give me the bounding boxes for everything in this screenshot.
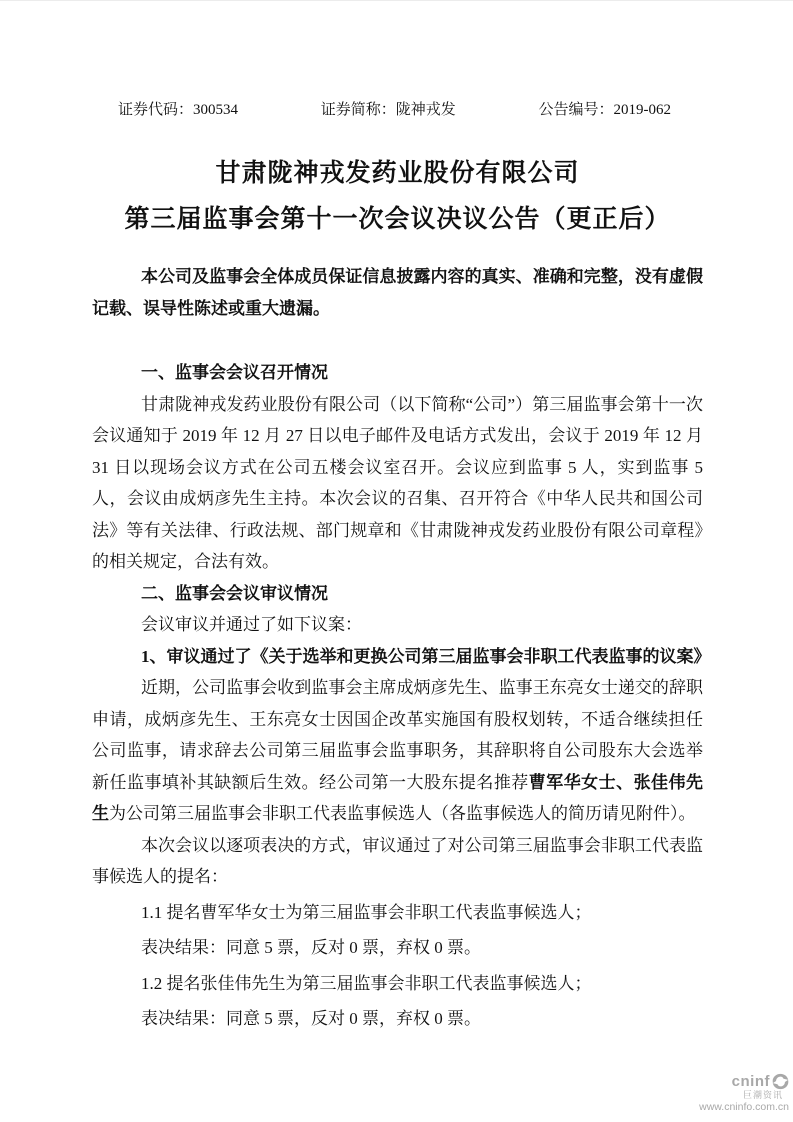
announcement-number: 公告编号：2019-062: [538, 102, 671, 118]
vote-method-paragraph: 本次会议以逐项表决的方式，审议通过了对公司第三届监事会非职工代表监事候选人的提名：: [92, 835, 703, 886]
announcement-subtitle-line: 第三届监事会第十一次会议决议公告（更正后）: [124, 206, 671, 233]
stock-abbreviation: 证券简称：陇神戎发: [320, 102, 456, 118]
resolution1-text-before: 近期，公司监事会收到监事会主席成炳彦先生、监事王东亮女士递交的辞职申请，成炳彦先生、王东亮女士因国企改革实施国有股权划转，不适合继续担任公司监事，请求辞去公司第三届监事会监事职务，其辞职将自公司股东大会选举新任监事填补其缺额后生效。经公司第一大股东提名推荐: [92, 678, 703, 792]
section1-paragraph: 甘肃陇神戎发药业股份有限公司（以下简称“公司”）第三届监事会第十一次会议通知于 2019 年 12 月 27 日以电子邮件及电话方式发出，会议于 2019 年 12 月 31 日以现场会议方式在公司五楼会议室召开。会议应到监事 5 人，实到监事 5 人，会议由成炳彦先生主持。本次会议的召集、召开符合《中华人民共和国公司法》等有关法律、行政法规、部门规章和《甘肃陇神戎发药业股份有限公司章程》的相关规定，合法有效。: [92, 394, 703, 571]
vote-result-line-2: 表决结果：同意 5 票，反对 0 票，弃权 0 票。: [141, 1009, 481, 1028]
resolution1-paragraph: [92, 672, 703, 830]
vote-result-line-1: 表决结果：同意 5 票，反对 0 票，弃权 0 票。: [141, 938, 481, 957]
section2-heading: 二、监事会会议审议情况: [141, 583, 328, 603]
resolution1-heading: 1、审议通过了《关于选举和更换公司第三届监事会非职工代表监事的议案》: [141, 646, 711, 666]
cninfo-watermark: [699, 1073, 789, 1114]
cninfo-logo-text: cninf: [731, 1072, 770, 1090]
nomination-line-2: 1.2 提名张佳伟先生为第三届监事会非职工代表监事候选人；: [141, 973, 592, 993]
cninfo-website-url: www.cninfo.com.cn: [699, 1101, 789, 1113]
cninfo-chinese-name: 巨潮资讯: [742, 1090, 783, 1100]
section1-heading: 一、监事会会议召开情况: [141, 363, 328, 382]
section2-intro: 会议审议并通过了如下议案：: [141, 615, 362, 634]
securities-header-row: [92, 100, 703, 120]
resolution1-text-after: 为公司第三届监事会非职工代表监事候选人（各监事候选人的简历请见附件）。: [109, 804, 696, 823]
document-body: [0, 1, 793, 1035]
stock-code: 证券代码：300534: [118, 102, 239, 118]
nominee-names-bold: 曹军华女士、张佳伟先生: [92, 772, 704, 823]
cninfo-swirl-icon: [772, 1073, 789, 1090]
document-title: [92, 151, 703, 243]
nomination-line-1: 1.1 提名曹军华女士为第三届监事会非职工代表监事候选人；: [141, 902, 592, 922]
disclaimer-paragraph: 本公司及监事会全体成员保证信息披露内容的真实、准确和完整，没有虚假记载、误导性陈述或重大遗漏。: [92, 267, 703, 318]
cninfo-logo-row: [699, 1073, 789, 1090]
company-name-title-line: 甘肃陇神戎发药业股份有限公司: [215, 160, 580, 187]
